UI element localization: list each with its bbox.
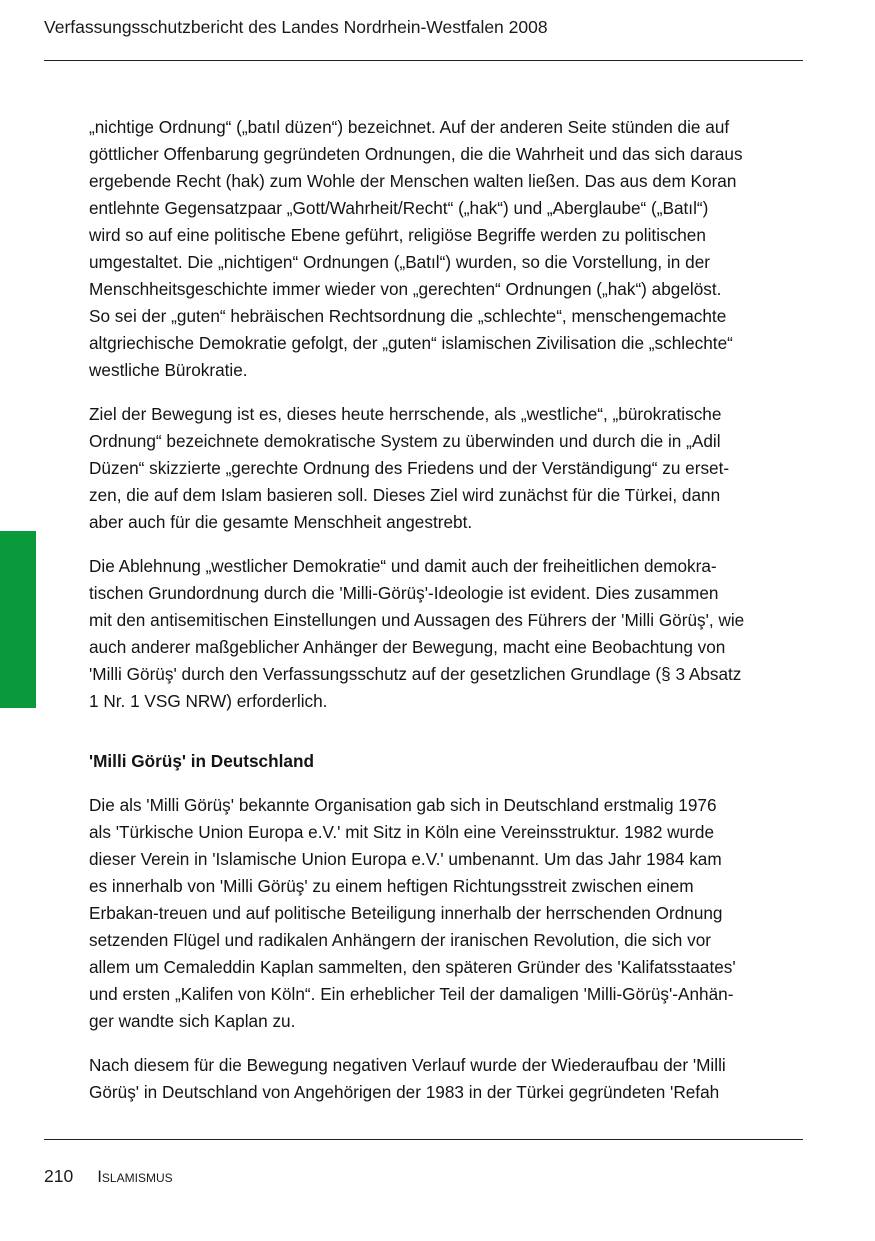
paragraph-1	[89, 114, 805, 384]
text-line: als 'Türkische Union Europa e.V.' mit Sitz in Köln eine Vereinsstruktur. 1982 wurde	[89, 822, 714, 842]
paragraph-5	[89, 1052, 805, 1106]
text-line: 'Milli Görüş' durch den Verfassungsschutz auf der gesetzlichen Grundlage (§ 3 Absatz	[89, 664, 742, 684]
text-line: entlehnte Gegensatzpaar „Gott/Wahrheit/Recht“ („hak“) und „Aberglaube“ („Batıl“)	[89, 198, 709, 218]
text-line: Die als 'Milli Görüş' bekannte Organisation gab sich in Deutschland erstmalig 1976	[89, 795, 717, 815]
text-line: allem um Cemaleddin Kaplan sammelten, den späteren Gründer des 'Kalifatsstaates'	[89, 957, 736, 977]
body-text	[89, 114, 805, 1123]
text-line: aber auch für die gesamte Menschheit angestrebt.	[89, 512, 473, 532]
text-line: zen, die auf dem Islam basieren soll. Dieses Ziel wird zunächst für die Türkei, dann	[89, 485, 721, 505]
text-line: So sei der „guten“ hebräischen Rechtsordnung die „schlechte“, menschengemachte	[89, 306, 727, 326]
text-line: Görüş' in Deutschland von Angehörigen der 1983 in der Türkei gegründeten 'Refah	[89, 1082, 720, 1102]
chapter-tab-marker	[0, 531, 36, 708]
text-line: tischen Grundordnung durch die 'Milli-Görüş'-Ideologie ist evident. Dies zusammen	[89, 583, 719, 603]
text-line: westliche Bürokratie.	[89, 360, 248, 380]
text-line: göttlicher Offenbarung gegründeten Ordnungen, die die Wahrheit und das sich daraus	[89, 144, 743, 164]
header-divider	[44, 60, 803, 61]
paragraph-2	[89, 401, 805, 536]
footer-section-name: Islamismus	[97, 1167, 173, 1186]
text-line: Die Ablehnung „westlicher Demokratie“ und damit auch der freiheitlichen demokra-	[89, 556, 717, 576]
text-line: dieser Verein in 'Islamische Union Europa e.V.' umbenannt. Um das Jahr 1984 kam	[89, 849, 722, 869]
text-line: Düzen“ skizzierte „gerechte Ordnung des Friedens und der Verständigung“ zu erset-	[89, 458, 730, 478]
text-line: Erbakan-treuen und auf politische Beteiligung innerhalb der herrschenden Ordnung	[89, 903, 723, 923]
text-line: ergebende Recht (hak) zum Wohle der Menschen walten ließen. Das aus dem Koran	[89, 171, 737, 191]
text-line: „nichtige Ordnung“ („batıl düzen“) bezeichnet. Auf der anderen Seite stünden die auf	[89, 117, 730, 137]
text-line: setzenden Flügel und radikalen Anhängern der iranischen Revolution, die sich vor	[89, 930, 712, 950]
text-line: umgestaltet. Die „nichtigen“ Ordnungen („Batıl“) wurden, so die Vorstellung, in der	[89, 252, 710, 272]
text-line: und ersten „Kalifen von Köln“. Ein erheblicher Teil der damaligen 'Milli-Görüş'-Anhän-	[89, 984, 734, 1004]
text-line: ger wandte sich Kaplan zu.	[89, 1011, 296, 1031]
text-line: Menschheitsgeschichte immer wieder von „gerechten“ Ordnungen („hak“) abgelöst.	[89, 279, 722, 299]
paragraph-3	[89, 553, 805, 715]
section-heading: 'Milli Görüş' in Deutschland	[89, 751, 314, 771]
page-footer	[44, 1166, 173, 1187]
text-line: 1 Nr. 1 VSG NRW) erforderlich.	[89, 691, 328, 711]
footer-divider	[44, 1139, 803, 1140]
page-number: 210	[44, 1166, 74, 1186]
text-line: es innerhalb von 'Milli Görüş' zu einem heftigen Richtungsstreit zwischen einem	[89, 876, 694, 896]
text-line: auch anderer maßgeblicher Anhänger der Bewegung, macht eine Beobachtung von	[89, 637, 726, 657]
text-line: altgriechische Demokratie gefolgt, der „guten“ islamischen Zivilisation die „schlechte“	[89, 333, 733, 353]
text-line: mit den antisemitischen Einstellungen und Aussagen des Führers der 'Milli Görüş', wie	[89, 610, 745, 630]
text-line: Ordnung“ bezeichnete demokratische System zu überwinden und durch die in „Adil	[89, 431, 721, 451]
paragraph-4	[89, 792, 805, 1035]
running-header: Verfassungsschutzbericht des Landes Nordrhein-Westfalen 2008	[44, 17, 548, 37]
text-line: Nach diesem für die Bewegung negativen Verlauf wurde der Wiederaufbau der 'Milli	[89, 1055, 726, 1075]
text-line: wird so auf eine politische Ebene geführt, religiöse Begriffe werden zu politischen	[89, 225, 706, 245]
text-line: Ziel der Bewegung ist es, dieses heute herrschende, als „westliche“, „bürokratische	[89, 404, 722, 424]
